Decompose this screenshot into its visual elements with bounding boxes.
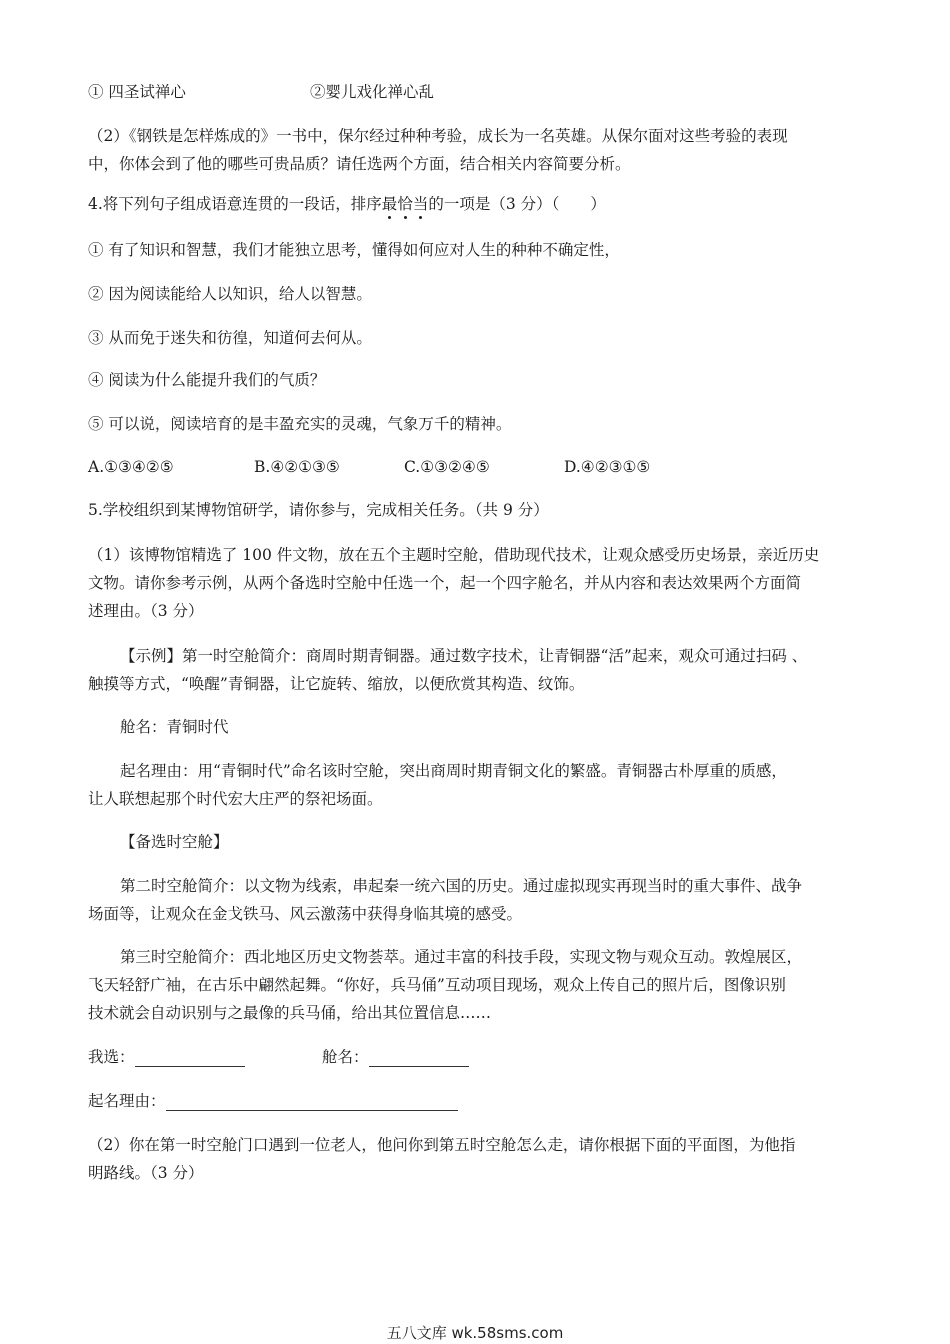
q4-stem-pre: 4.将下列句子组成语意连贯的一段话，排序 [88,195,382,213]
q4-stem-post: 的一项是（3 分）（ ） [428,195,606,213]
footer-watermark: 五八文库 wk.58sms.com [386,1324,564,1342]
cabin-3-line-1: 第三时空舱简介：西北地区历史文物荟萃。通过丰富的科技手段，实现文物与观众互动。敦煌展区， [120,948,803,966]
q4-option-a: A.①③④②⑤ [88,458,174,476]
alternatives-title: 【备选时空舱】 [120,833,229,851]
reason-blank[interactable] [166,1094,458,1111]
q5-2-line-2: 明路线。（3 分） [88,1164,204,1182]
choose-blank[interactable] [135,1050,245,1067]
q4-sentence-1: ① 有了知识和智慧，我们才能独立思考，懂得如何应对人生的种种不确定性， [88,241,620,259]
name-label: 舱名： [322,1048,369,1066]
q5-2-line-1: （2）你在第一时空舱门口遇到一位老人，他问你到第五时空舱怎么走，请你根据下面的平面图，为他指 [88,1136,796,1154]
reason-label: 起名理由： [88,1092,166,1110]
example-name: 舱名：青铜时代 [120,718,229,736]
option-1: ① 四圣试禅心 [88,83,186,101]
emphasis-char: 最 [381,195,398,213]
cabin-2-line-1: 第二时空舱简介：以文物为线索，串起秦一统六国的历史。通过虚拟现实再现当时的重大事件、战争 [120,877,803,895]
q4-option-b: B.④②①③⑤ [254,458,340,476]
q3-2-line-1: （2）《钢铁是怎样炼成的》一书中，保尔经过种种考验，成长为一名英雄。从保尔面对这些考验的表现 [88,127,788,145]
example-reason-line-2: 让人联想起那个时代宏大庄严的祭祀场面。 [88,790,383,808]
cabin-3-line-2: 飞天轻舒广袖，在古乐中翩然起舞。“你好，兵马俑”互动项目现场，观众上传自己的照片后，图像识别 [88,976,786,994]
q4-stem [88,194,606,214]
cabin-2-line-2: 场面等，让观众在金戈铁马、风云激荡中获得身临其境的感受。 [88,905,523,923]
example-line-1: 【示例】第一时空舱简介：商周时期青铜器。通过数字技术，让青铜器“活”起来，观众可通过扫码 、 [120,647,808,665]
choose-row [88,1047,245,1067]
q5-1-line-3: 述理由。（3 分） [88,602,204,620]
q4-option-d: D.④②③①⑤ [564,458,651,476]
reason-row [88,1091,458,1111]
cabin-3-line-3: 技术就会自动识别与之最像的兵马俑，给出其位置信息…… [88,1004,492,1022]
q5-stem: 5.学校组织到某博物馆研学，请你参与，完成相关任务。（共 9 分） [88,501,549,519]
q5-1-line-2: 文物。请你参考示例，从两个备选时空舱中任选一个，起一个四字舱名，并从内容和表达效果两个方面简 [88,574,802,592]
q4-sentence-4: ④ 阅读为什么能提升我们的气质？ [88,371,326,389]
name-row [322,1047,469,1067]
emphasis-char: 恰 [397,195,413,213]
emphasis-char: 当 [412,195,429,213]
q4-sentence-2: ② 因为阅读能给人以知识，给人以智慧。 [88,285,372,303]
q4-sentence-3: ③ 从而免于迷失和彷徨，知道何去何从。 [88,329,372,347]
name-blank[interactable] [369,1050,469,1067]
q4-option-c: C.①③②④⑤ [404,458,490,476]
choose-label: 我选： [88,1048,135,1066]
example-line-2: 触摸等方式，“唤醒”青铜器，让它旋转、缩放，以便欣赏其构造、纹饰。 [88,675,585,693]
q5-1-line-1: （1）该博物馆精选了 100 件文物，放在五个主题时空舱，借助现代技术，让观众感受历史场景，亲近历史 [88,546,820,564]
option-2: ②婴儿戏化禅心乱 [310,83,435,101]
q3-2-line-2: 中，你体会到了他的哪些可贵品质？请任选两个方面，结合相关内容简要分析。 [88,155,631,173]
q4-sentence-5: ⑤ 可以说，阅读培育的是丰盈充实的灵魂，气象万千的精神。 [88,415,512,433]
example-reason-line-1: 起名理由：用“青铜时代”命名该时空舱，突出商周时期青铜文化的繁盛。青铜器古朴厚重的质感， [120,762,787,780]
